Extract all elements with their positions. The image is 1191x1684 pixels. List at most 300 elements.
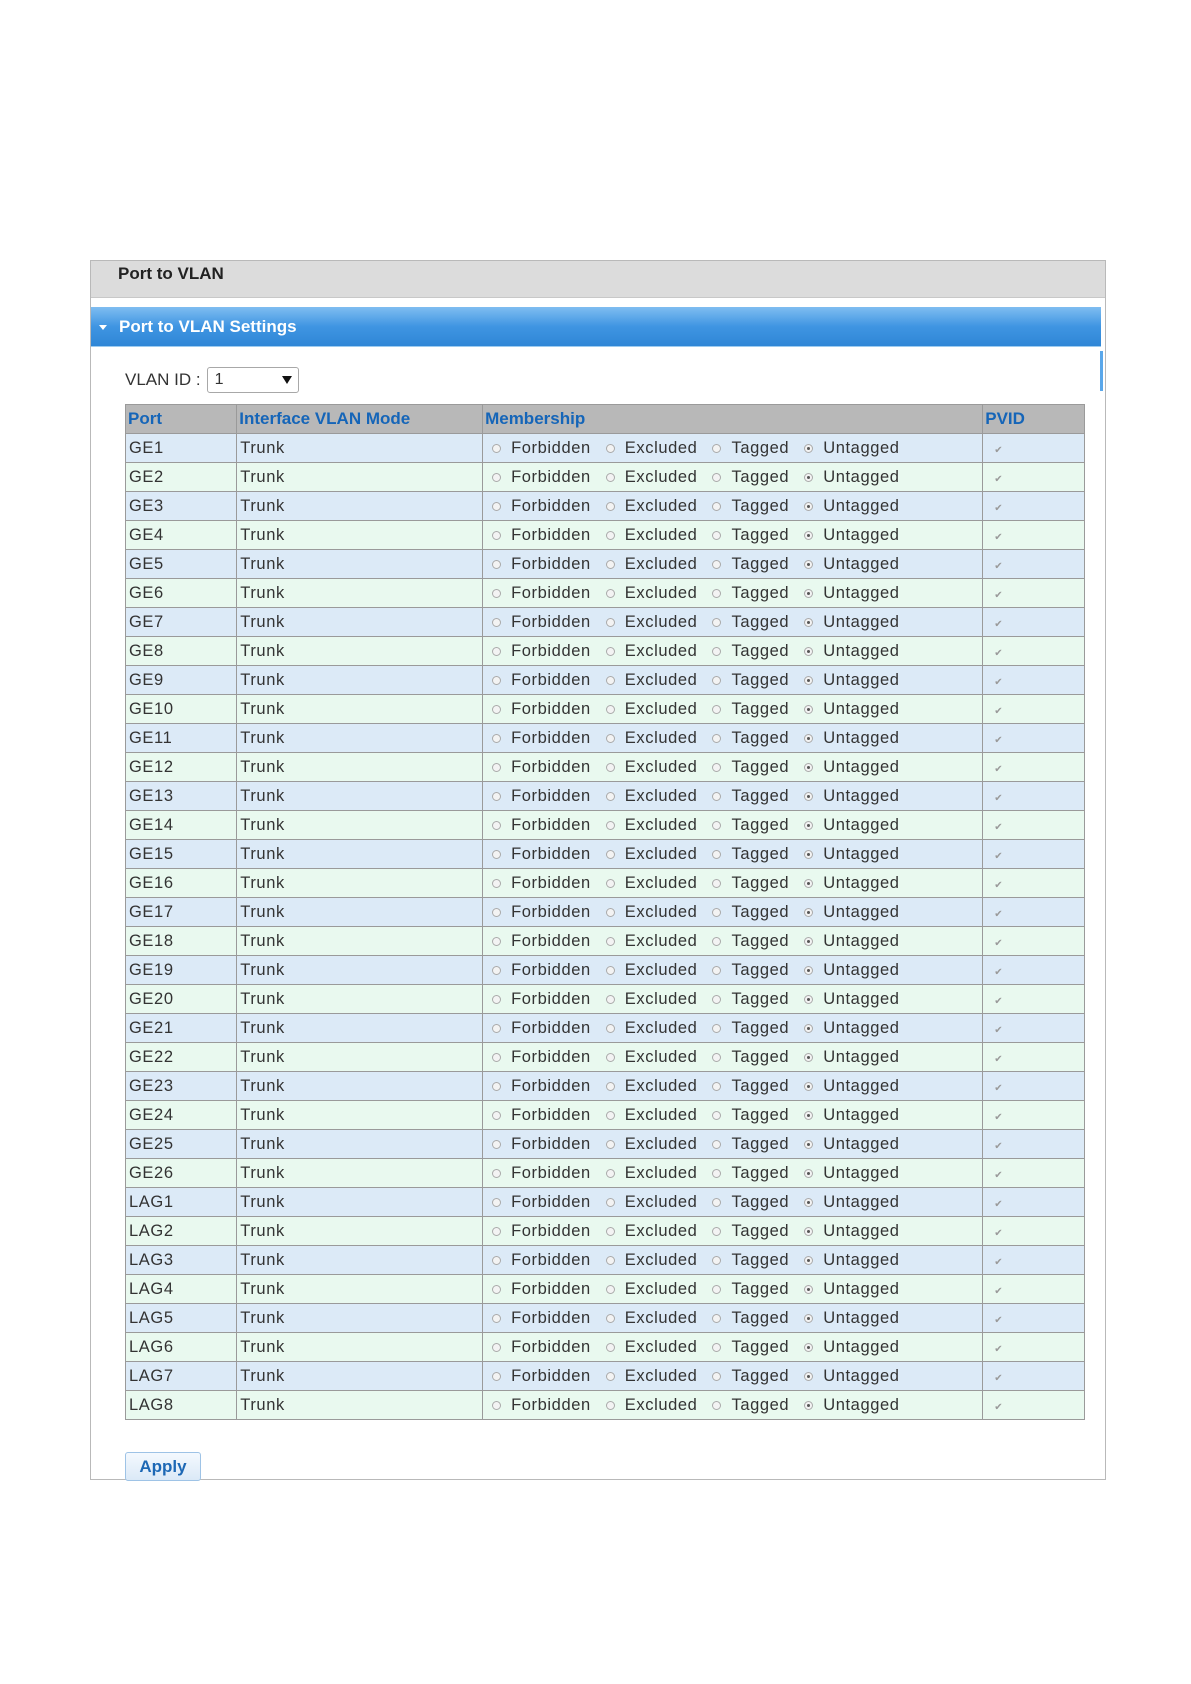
radio-button[interactable] (492, 1169, 501, 1178)
membership-option[interactable] (798, 671, 899, 690)
radio-button[interactable] (606, 1372, 615, 1381)
membership-option[interactable] (600, 555, 698, 574)
membership-option[interactable] (486, 1396, 591, 1415)
checkmark-icon[interactable]: ✔ (994, 1372, 1004, 1384)
membership-option[interactable] (486, 1251, 591, 1270)
pvid-cell[interactable] (983, 1246, 1085, 1275)
checkmark-icon[interactable]: ✔ (994, 705, 1004, 717)
membership-option[interactable] (600, 787, 698, 806)
membership-option[interactable] (706, 874, 789, 893)
membership-option[interactable] (600, 1338, 698, 1357)
radio-button[interactable] (492, 705, 501, 714)
radio-button[interactable] (712, 618, 721, 627)
radio-button[interactable] (492, 1343, 501, 1352)
membership-option[interactable] (798, 1048, 899, 1067)
radio-button[interactable] (492, 966, 501, 975)
checkmark-icon[interactable]: ✔ (994, 1198, 1004, 1210)
radio-button[interactable] (606, 908, 615, 917)
membership-option[interactable] (486, 845, 591, 864)
apply-button[interactable]: Apply (125, 1452, 201, 1481)
radio-button[interactable] (712, 1401, 721, 1410)
radio-button[interactable] (712, 1343, 721, 1352)
membership-option[interactable] (706, 1338, 789, 1357)
membership-option[interactable] (798, 729, 899, 748)
checkmark-icon[interactable]: ✔ (994, 1053, 1004, 1065)
pvid-cell[interactable] (983, 1130, 1085, 1159)
radio-button[interactable] (606, 705, 615, 714)
membership-option[interactable] (798, 1367, 899, 1386)
radio-button[interactable] (492, 1227, 501, 1236)
radio-button[interactable] (712, 763, 721, 772)
checkmark-icon[interactable]: ✔ (994, 937, 1004, 949)
membership-option[interactable] (706, 1251, 789, 1270)
membership-option[interactable] (798, 1338, 899, 1357)
pvid-cell[interactable] (983, 985, 1085, 1014)
pvid-cell[interactable] (983, 1362, 1085, 1391)
radio-button[interactable] (712, 1198, 721, 1207)
radio-button[interactable] (606, 1198, 615, 1207)
radio-button[interactable] (492, 1285, 501, 1294)
checkmark-icon[interactable]: ✔ (994, 1024, 1004, 1036)
radio-button[interactable] (804, 1198, 813, 1207)
radio-button[interactable] (712, 647, 721, 656)
membership-option[interactable] (600, 1309, 698, 1328)
membership-option[interactable] (600, 874, 698, 893)
pvid-cell[interactable] (983, 550, 1085, 579)
radio-button[interactable] (712, 821, 721, 830)
radio-button[interactable] (804, 995, 813, 1004)
radio-button[interactable] (492, 763, 501, 772)
pvid-cell[interactable] (983, 666, 1085, 695)
pvid-cell[interactable] (983, 869, 1085, 898)
radio-button[interactable] (606, 444, 615, 453)
radio-button[interactable] (606, 1111, 615, 1120)
membership-option[interactable] (798, 555, 899, 574)
pvid-cell[interactable] (983, 1333, 1085, 1362)
membership-option[interactable] (798, 613, 899, 632)
checkmark-icon[interactable]: ✔ (994, 1343, 1004, 1355)
membership-option[interactable] (486, 1309, 591, 1328)
radio-button[interactable] (606, 1227, 615, 1236)
membership-option[interactable] (486, 700, 591, 719)
radio-button[interactable] (804, 1256, 813, 1265)
checkmark-icon[interactable]: ✔ (994, 908, 1004, 920)
membership-option[interactable] (486, 874, 591, 893)
membership-option[interactable] (706, 903, 789, 922)
pvid-cell[interactable] (983, 1188, 1085, 1217)
membership-option[interactable] (798, 1222, 899, 1241)
membership-option[interactable] (706, 497, 789, 516)
membership-option[interactable] (486, 584, 591, 603)
membership-option[interactable] (798, 990, 899, 1009)
radio-button[interactable] (606, 1024, 615, 1033)
radio-button[interactable] (492, 995, 501, 1004)
pvid-cell[interactable] (983, 1159, 1085, 1188)
radio-button[interactable] (492, 792, 501, 801)
membership-option[interactable] (706, 439, 789, 458)
radio-button[interactable] (804, 1169, 813, 1178)
pvid-cell[interactable] (983, 1275, 1085, 1304)
membership-option[interactable] (486, 497, 591, 516)
radio-button[interactable] (804, 676, 813, 685)
pvid-cell[interactable] (983, 956, 1085, 985)
membership-option[interactable] (486, 758, 591, 777)
radio-button[interactable] (606, 618, 615, 627)
radio-button[interactable] (606, 763, 615, 772)
membership-option[interactable] (600, 1164, 698, 1183)
checkmark-icon[interactable]: ✔ (994, 1256, 1004, 1268)
checkmark-icon[interactable]: ✔ (994, 560, 1004, 572)
membership-option[interactable] (706, 1106, 789, 1125)
membership-option[interactable] (798, 1280, 899, 1299)
radio-button[interactable] (712, 1024, 721, 1033)
radio-button[interactable] (804, 937, 813, 946)
pvid-cell[interactable] (983, 637, 1085, 666)
radio-button[interactable] (492, 937, 501, 946)
scrollbar[interactable] (1100, 351, 1103, 391)
membership-option[interactable] (706, 613, 789, 632)
radio-button[interactable] (606, 502, 615, 511)
membership-option[interactable] (798, 961, 899, 980)
radio-button[interactable] (712, 734, 721, 743)
radio-button[interactable] (606, 966, 615, 975)
checkmark-icon[interactable]: ✔ (994, 850, 1004, 862)
pvid-cell[interactable] (983, 521, 1085, 550)
membership-option[interactable] (706, 671, 789, 690)
radio-button[interactable] (492, 1140, 501, 1149)
pvid-cell[interactable] (983, 898, 1085, 927)
membership-option[interactable] (798, 468, 899, 487)
radio-button[interactable] (804, 792, 813, 801)
membership-option[interactable] (798, 1396, 899, 1415)
membership-option[interactable] (600, 1048, 698, 1067)
radio-button[interactable] (492, 1198, 501, 1207)
checkmark-icon[interactable]: ✔ (994, 618, 1004, 630)
membership-option[interactable] (798, 526, 899, 545)
radio-button[interactable] (606, 1314, 615, 1323)
radio-button[interactable] (804, 618, 813, 627)
radio-button[interactable] (712, 1082, 721, 1091)
membership-option[interactable] (600, 729, 698, 748)
radio-button[interactable] (712, 502, 721, 511)
membership-option[interactable] (600, 497, 698, 516)
membership-option[interactable] (486, 613, 591, 632)
radio-button[interactable] (804, 1140, 813, 1149)
checkmark-icon[interactable]: ✔ (994, 473, 1004, 485)
radio-button[interactable] (712, 995, 721, 1004)
pvid-cell[interactable] (983, 840, 1085, 869)
membership-option[interactable] (706, 1135, 789, 1154)
radio-button[interactable] (606, 1285, 615, 1294)
radio-button[interactable] (712, 1285, 721, 1294)
radio-button[interactable] (804, 821, 813, 830)
radio-button[interactable] (606, 792, 615, 801)
radio-button[interactable] (606, 647, 615, 656)
membership-option[interactable] (486, 1164, 591, 1183)
radio-button[interactable] (492, 879, 501, 888)
radio-button[interactable] (492, 1314, 501, 1323)
membership-option[interactable] (600, 700, 698, 719)
radio-button[interactable] (804, 1285, 813, 1294)
checkmark-icon[interactable]: ✔ (994, 502, 1004, 514)
radio-button[interactable] (804, 850, 813, 859)
checkmark-icon[interactable]: ✔ (994, 734, 1004, 746)
membership-option[interactable] (798, 700, 899, 719)
membership-option[interactable] (706, 845, 789, 864)
membership-option[interactable] (706, 700, 789, 719)
radio-button[interactable] (606, 821, 615, 830)
membership-option[interactable] (706, 1077, 789, 1096)
radio-button[interactable] (804, 1401, 813, 1410)
checkmark-icon[interactable]: ✔ (994, 792, 1004, 804)
radio-button[interactable] (492, 1024, 501, 1033)
membership-option[interactable] (798, 874, 899, 893)
radio-button[interactable] (606, 531, 615, 540)
radio-button[interactable] (606, 995, 615, 1004)
radio-button[interactable] (606, 1256, 615, 1265)
radio-button[interactable] (492, 444, 501, 453)
pvid-cell[interactable] (983, 1391, 1085, 1420)
checkmark-icon[interactable]: ✔ (994, 1169, 1004, 1181)
pvid-cell[interactable] (983, 1304, 1085, 1333)
radio-button[interactable] (712, 1169, 721, 1178)
membership-option[interactable] (486, 671, 591, 690)
membership-option[interactable] (600, 642, 698, 661)
membership-option[interactable] (600, 1106, 698, 1125)
membership-option[interactable] (798, 758, 899, 777)
radio-button[interactable] (606, 937, 615, 946)
radio-button[interactable] (712, 676, 721, 685)
radio-button[interactable] (492, 560, 501, 569)
membership-option[interactable] (486, 1280, 591, 1299)
radio-button[interactable] (712, 1372, 721, 1381)
membership-option[interactable] (600, 584, 698, 603)
radio-button[interactable] (712, 444, 721, 453)
membership-option[interactable] (706, 1164, 789, 1183)
pvid-cell[interactable] (983, 1101, 1085, 1130)
membership-option[interactable] (486, 439, 591, 458)
checkmark-icon[interactable]: ✔ (994, 1401, 1004, 1413)
membership-option[interactable] (600, 932, 698, 951)
radio-button[interactable] (712, 850, 721, 859)
membership-option[interactable] (486, 1135, 591, 1154)
membership-option[interactable] (600, 758, 698, 777)
membership-option[interactable] (706, 787, 789, 806)
checkmark-icon[interactable]: ✔ (994, 1140, 1004, 1152)
membership-option[interactable] (486, 816, 591, 835)
membership-option[interactable] (486, 642, 591, 661)
membership-option[interactable] (600, 1222, 698, 1241)
radio-button[interactable] (712, 1314, 721, 1323)
membership-option[interactable] (486, 1338, 591, 1357)
membership-option[interactable] (706, 642, 789, 661)
radio-button[interactable] (606, 1343, 615, 1352)
membership-option[interactable] (486, 1367, 591, 1386)
checkmark-icon[interactable]: ✔ (994, 676, 1004, 688)
membership-option[interactable] (600, 1280, 698, 1299)
pvid-cell[interactable] (983, 1217, 1085, 1246)
radio-button[interactable] (606, 676, 615, 685)
membership-option[interactable] (706, 990, 789, 1009)
pvid-cell[interactable] (983, 579, 1085, 608)
radio-button[interactable] (804, 647, 813, 656)
checkmark-icon[interactable]: ✔ (994, 1227, 1004, 1239)
membership-option[interactable] (706, 932, 789, 951)
radio-button[interactable] (804, 1227, 813, 1236)
radio-button[interactable] (606, 1082, 615, 1091)
radio-button[interactable] (492, 676, 501, 685)
radio-button[interactable] (804, 879, 813, 888)
radio-button[interactable] (804, 444, 813, 453)
membership-option[interactable] (486, 526, 591, 545)
membership-option[interactable] (600, 1135, 698, 1154)
pvid-cell[interactable] (983, 492, 1085, 521)
radio-button[interactable] (606, 1053, 615, 1062)
pvid-cell[interactable] (983, 724, 1085, 753)
membership-option[interactable] (706, 1280, 789, 1299)
checkmark-icon[interactable]: ✔ (994, 647, 1004, 659)
membership-option[interactable] (486, 1106, 591, 1125)
radio-button[interactable] (712, 560, 721, 569)
checkmark-icon[interactable]: ✔ (994, 444, 1004, 456)
radio-button[interactable] (606, 560, 615, 569)
membership-option[interactable] (600, 439, 698, 458)
membership-option[interactable] (600, 1193, 698, 1212)
radio-button[interactable] (712, 1053, 721, 1062)
radio-button[interactable] (606, 1169, 615, 1178)
radio-button[interactable] (712, 531, 721, 540)
radio-button[interactable] (712, 473, 721, 482)
membership-option[interactable] (600, 1367, 698, 1386)
membership-option[interactable] (486, 729, 591, 748)
membership-option[interactable] (798, 787, 899, 806)
radio-button[interactable] (804, 705, 813, 714)
membership-option[interactable] (600, 671, 698, 690)
checkmark-icon[interactable]: ✔ (994, 995, 1004, 1007)
membership-option[interactable] (706, 584, 789, 603)
radio-button[interactable] (492, 589, 501, 598)
membership-option[interactable] (706, 729, 789, 748)
radio-button[interactable] (492, 618, 501, 627)
radio-button[interactable] (712, 705, 721, 714)
membership-option[interactable] (798, 1106, 899, 1125)
membership-option[interactable] (706, 1019, 789, 1038)
radio-button[interactable] (804, 966, 813, 975)
membership-option[interactable] (486, 787, 591, 806)
radio-button[interactable] (804, 1314, 813, 1323)
membership-option[interactable] (486, 961, 591, 980)
radio-button[interactable] (606, 734, 615, 743)
membership-option[interactable] (486, 932, 591, 951)
membership-option[interactable] (798, 642, 899, 661)
membership-option[interactable] (798, 1135, 899, 1154)
membership-option[interactable] (486, 1077, 591, 1096)
membership-option[interactable] (706, 468, 789, 487)
radio-button[interactable] (804, 1082, 813, 1091)
radio-button[interactable] (712, 1256, 721, 1265)
radio-button[interactable] (804, 1024, 813, 1033)
radio-button[interactable] (492, 1401, 501, 1410)
membership-option[interactable] (706, 961, 789, 980)
radio-button[interactable] (804, 560, 813, 569)
membership-option[interactable] (706, 526, 789, 545)
radio-button[interactable] (606, 1401, 615, 1410)
radio-button[interactable] (804, 531, 813, 540)
radio-button[interactable] (712, 937, 721, 946)
membership-option[interactable] (706, 758, 789, 777)
membership-option[interactable] (600, 468, 698, 487)
membership-option[interactable] (798, 1019, 899, 1038)
radio-button[interactable] (804, 589, 813, 598)
radio-button[interactable] (606, 850, 615, 859)
pvid-cell[interactable] (983, 1072, 1085, 1101)
membership-option[interactable] (798, 1164, 899, 1183)
checkmark-icon[interactable]: ✔ (994, 589, 1004, 601)
pvid-cell[interactable] (983, 1043, 1085, 1072)
radio-button[interactable] (712, 879, 721, 888)
pvid-cell[interactable] (983, 782, 1085, 811)
radio-button[interactable] (804, 908, 813, 917)
radio-button[interactable] (492, 1256, 501, 1265)
radio-button[interactable] (804, 502, 813, 511)
radio-button[interactable] (492, 850, 501, 859)
pvid-cell[interactable] (983, 753, 1085, 782)
membership-option[interactable] (486, 1048, 591, 1067)
radio-button[interactable] (492, 734, 501, 743)
membership-option[interactable] (600, 613, 698, 632)
radio-button[interactable] (492, 908, 501, 917)
membership-option[interactable] (798, 1193, 899, 1212)
radio-button[interactable] (712, 1111, 721, 1120)
radio-button[interactable] (712, 792, 721, 801)
radio-button[interactable] (712, 966, 721, 975)
radio-button[interactable] (492, 1372, 501, 1381)
checkmark-icon[interactable]: ✔ (994, 879, 1004, 891)
membership-option[interactable] (600, 1396, 698, 1415)
section-header[interactable] (91, 307, 1101, 347)
membership-option[interactable] (706, 1222, 789, 1241)
membership-option[interactable] (706, 555, 789, 574)
membership-option[interactable] (600, 526, 698, 545)
membership-option[interactable] (798, 439, 899, 458)
radio-button[interactable] (804, 1053, 813, 1062)
radio-button[interactable] (492, 1053, 501, 1062)
radio-button[interactable] (804, 473, 813, 482)
membership-option[interactable] (798, 816, 899, 835)
radio-button[interactable] (804, 1111, 813, 1120)
membership-option[interactable] (798, 1251, 899, 1270)
vlan-id-select[interactable] (207, 367, 299, 393)
radio-button[interactable] (492, 1082, 501, 1091)
checkmark-icon[interactable]: ✔ (994, 1111, 1004, 1123)
membership-option[interactable] (486, 1019, 591, 1038)
membership-option[interactable] (706, 1396, 789, 1415)
radio-button[interactable] (712, 908, 721, 917)
membership-option[interactable] (798, 932, 899, 951)
membership-option[interactable] (798, 497, 899, 516)
membership-option[interactable] (706, 816, 789, 835)
radio-button[interactable] (492, 821, 501, 830)
radio-button[interactable] (804, 734, 813, 743)
checkmark-icon[interactable]: ✔ (994, 531, 1004, 543)
radio-button[interactable] (492, 647, 501, 656)
checkmark-icon[interactable]: ✔ (994, 966, 1004, 978)
pvid-cell[interactable] (983, 927, 1085, 956)
radio-button[interactable] (492, 502, 501, 511)
radio-button[interactable] (712, 589, 721, 598)
radio-button[interactable] (804, 1343, 813, 1352)
membership-option[interactable] (486, 1222, 591, 1241)
